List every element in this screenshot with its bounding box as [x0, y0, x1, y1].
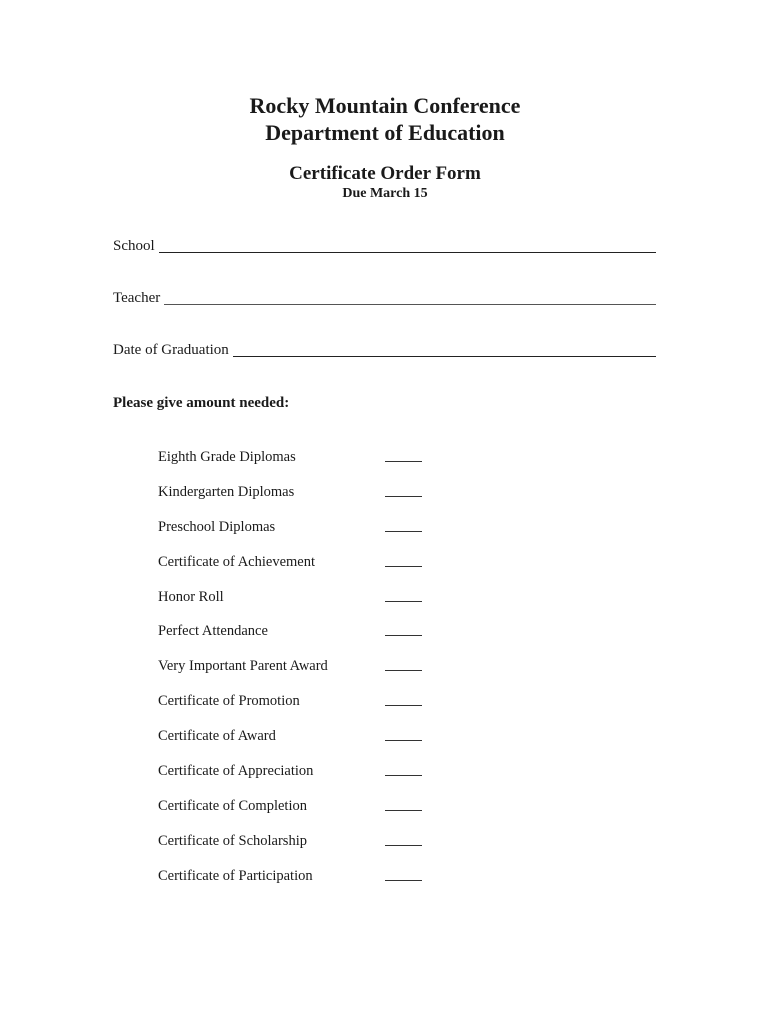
list-item [158, 553, 438, 588]
list-item [158, 727, 438, 762]
list-item [158, 448, 438, 483]
amount-prompt: Please give amount needed: [113, 395, 290, 411]
item-label: Honor Roll [158, 588, 224, 605]
amount-blank[interactable] [385, 845, 422, 846]
amount-blank[interactable] [385, 740, 422, 741]
organization-name: Rocky Mountain Conference [249, 93, 521, 118]
item-label: Preschool Diplomas [158, 518, 276, 535]
due-date: Due March 15 [342, 186, 428, 201]
item-label: Very Important Parent Award [158, 658, 328, 675]
item-label: Certificate of Achievement [158, 553, 316, 570]
list-item [158, 657, 438, 692]
item-label: Eighth Grade Diplomas [158, 449, 296, 465]
amount-blank[interactable] [385, 531, 422, 532]
amount-blank[interactable] [385, 705, 422, 706]
item-label: Certificate of Appreciation [158, 763, 314, 780]
amount-blank[interactable] [385, 670, 422, 671]
teacher-field [113, 290, 656, 307]
amount-blank[interactable] [385, 635, 422, 636]
amount-blank[interactable] [385, 461, 422, 462]
list-item [158, 762, 438, 797]
amount-blank[interactable] [385, 566, 422, 567]
teacher-input-line[interactable] [164, 290, 656, 305]
amount-blank[interactable] [385, 810, 422, 811]
school-input-line[interactable] [159, 238, 656, 253]
item-label: Certificate of Promotion [158, 693, 300, 710]
certificate-list [158, 448, 438, 902]
item-label: Perfect Attendance [158, 623, 268, 640]
item-label: Certificate of Completion [158, 797, 307, 814]
teacher-label: Teacher [113, 290, 161, 306]
form-title: Certificate Order Form [289, 163, 481, 184]
amount-blank[interactable] [385, 496, 422, 497]
school-label: School [113, 238, 155, 254]
graduation-date-label: Date of Graduation [113, 342, 229, 358]
item-label: Certificate of Award [158, 728, 276, 745]
list-item [158, 832, 438, 867]
list-item [158, 622, 438, 657]
amount-blank[interactable] [385, 601, 422, 602]
list-item [158, 692, 438, 727]
amount-blank[interactable] [385, 880, 422, 881]
list-item [158, 588, 438, 623]
list-item [158, 483, 438, 518]
item-label: Kindergarten Diplomas [158, 483, 295, 500]
list-item [158, 518, 438, 553]
department-name: Department of Education [265, 120, 505, 145]
graduation-date-field [113, 342, 656, 359]
item-label: Certificate of Scholarship [158, 832, 307, 849]
list-item [158, 867, 438, 902]
amount-blank[interactable] [385, 775, 422, 776]
list-item [158, 797, 438, 832]
item-label: Certificate of Participation [158, 867, 313, 884]
school-field [113, 238, 656, 255]
graduation-date-input-line[interactable] [233, 342, 656, 357]
